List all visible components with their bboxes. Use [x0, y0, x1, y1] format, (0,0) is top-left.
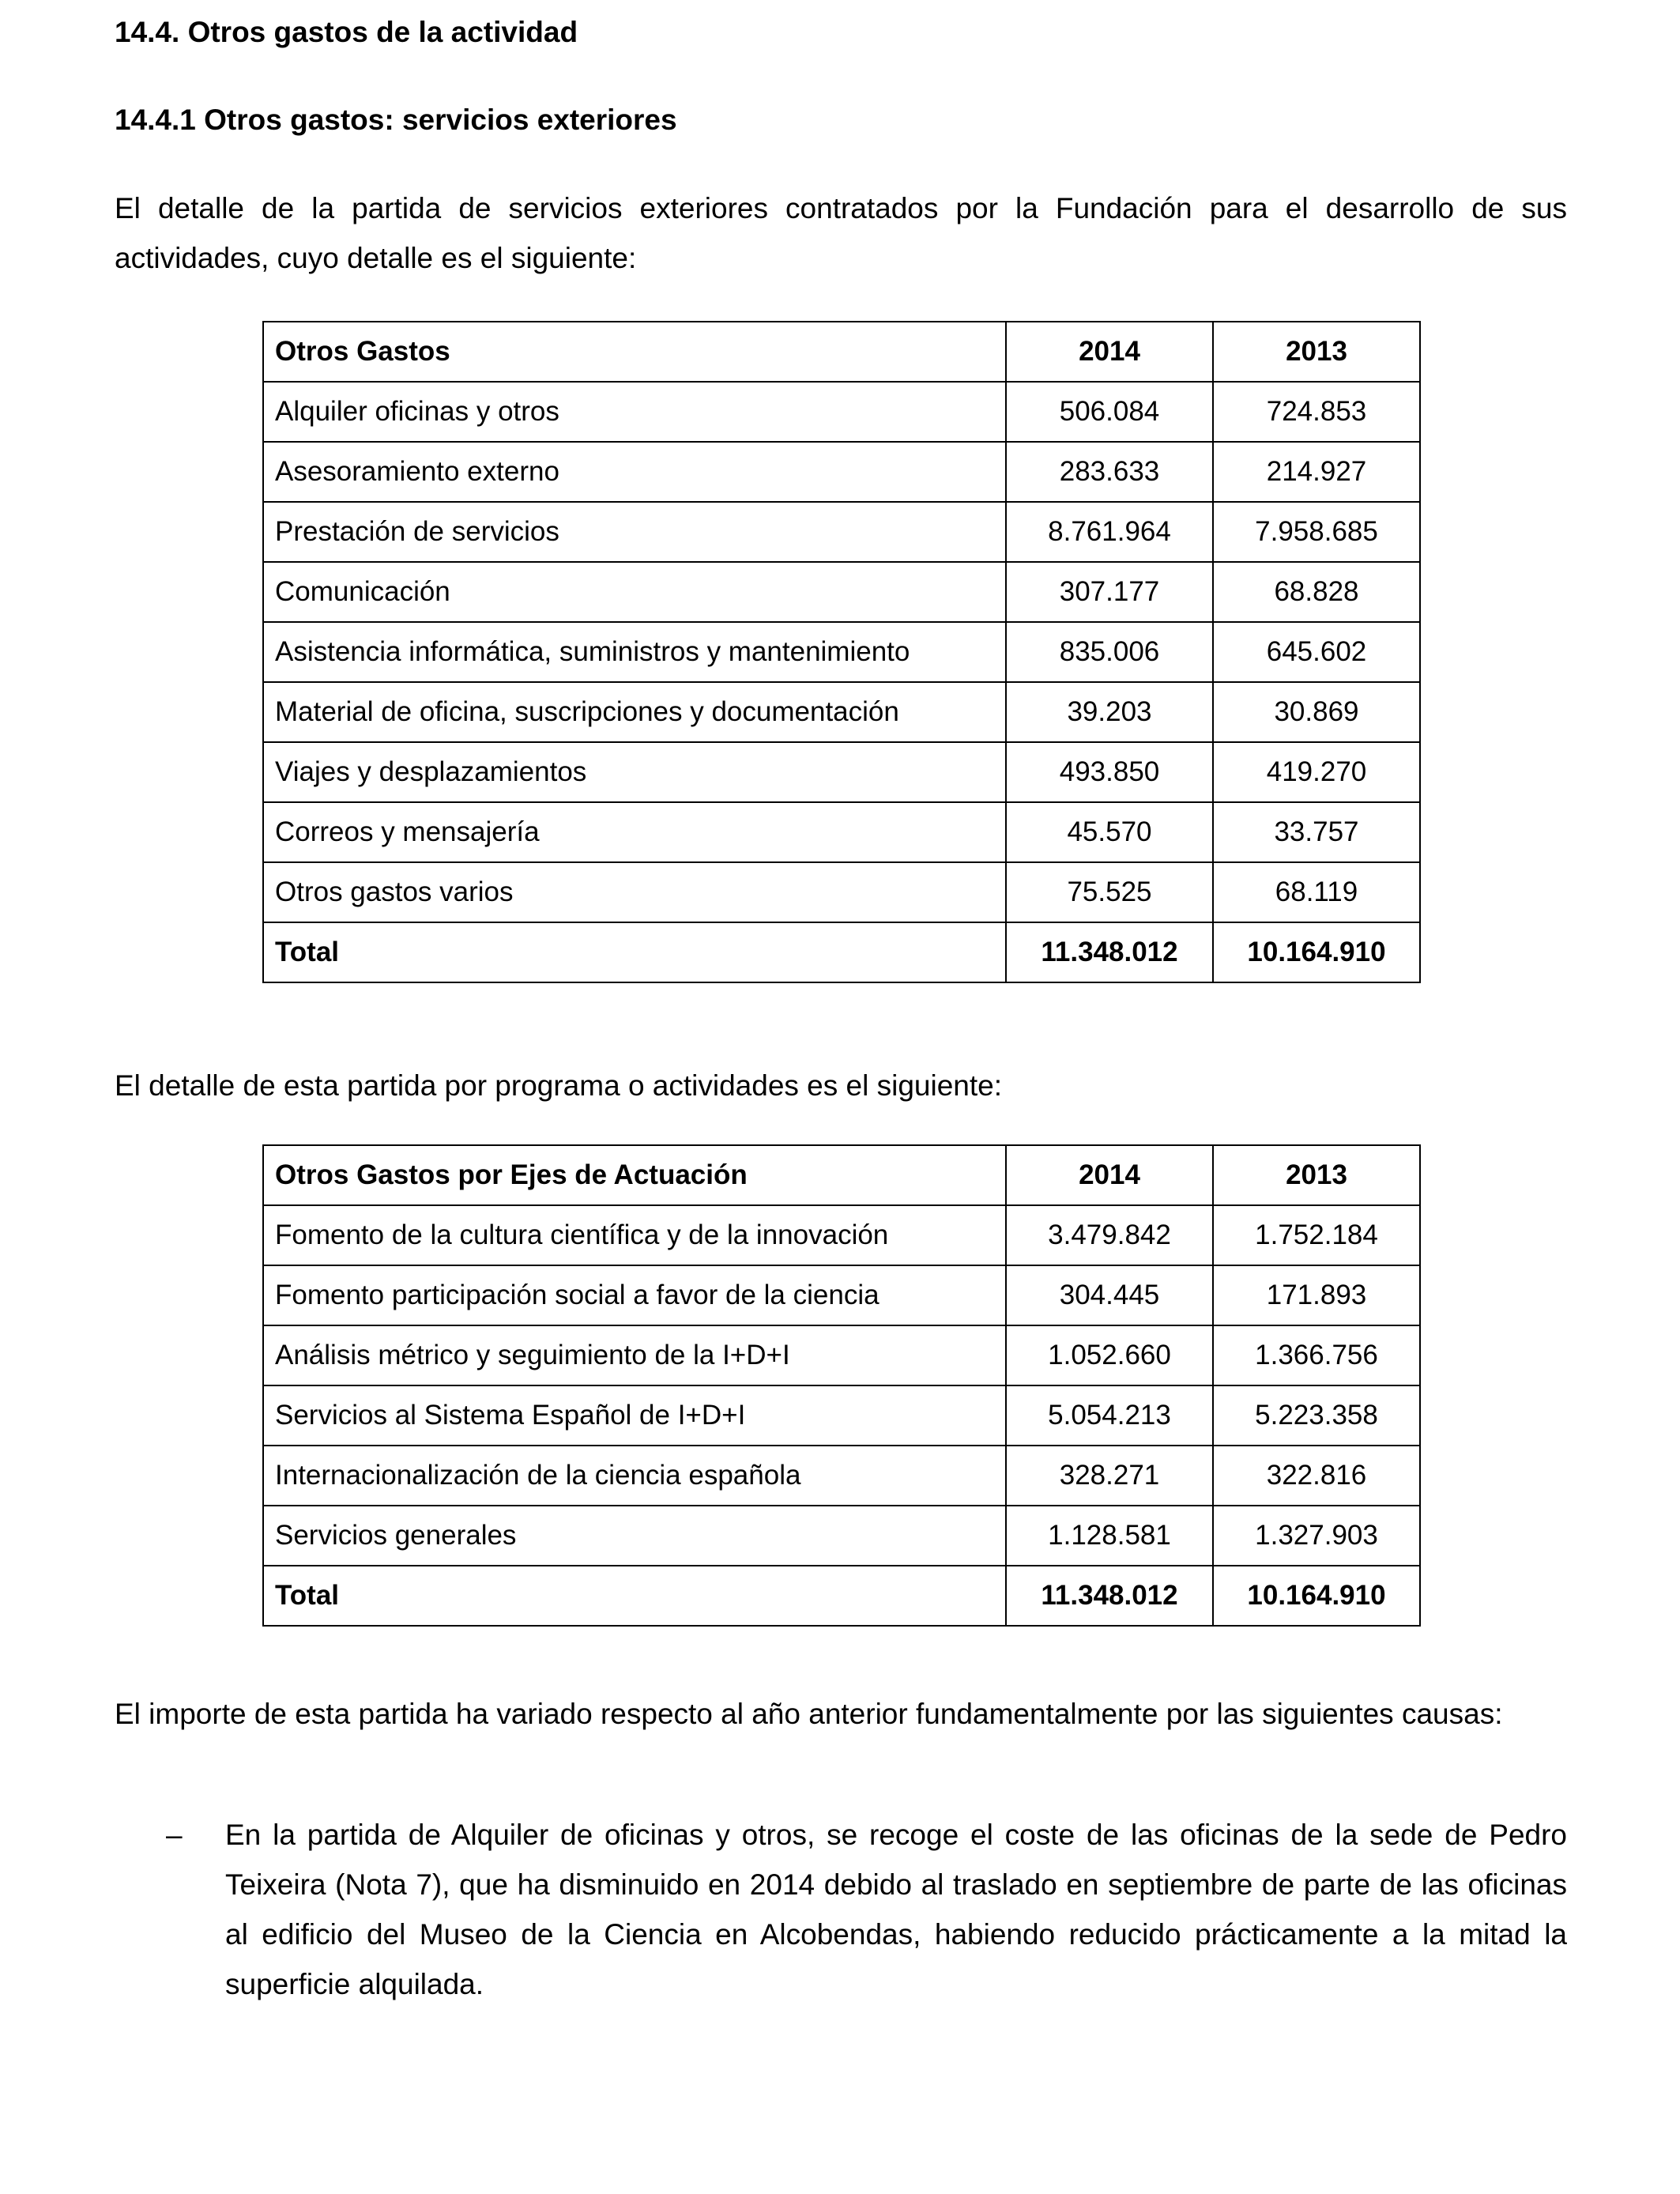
value-cell: 68.119	[1213, 862, 1420, 922]
row-label-cell: Análisis métrico y seguimiento de la I+D+I	[263, 1325, 1006, 1385]
value-cell: 10.164.910	[1213, 1566, 1420, 1626]
value-cell: 214.927	[1213, 442, 1420, 502]
value-cell: 75.525	[1006, 862, 1213, 922]
row-label-cell: Asesoramiento externo	[263, 442, 1006, 502]
section-title: 14.4. Otros gastos de la actividad	[115, 16, 578, 48]
row-label-cell: Servicios al Sistema Español de I+D+I	[263, 1385, 1006, 1446]
row-label-cell: Servicios generales	[263, 1506, 1006, 1566]
row-label-cell: Fomento de la cultura científica y de la innovación	[263, 1205, 1006, 1265]
row-label-cell: Fomento participación social a favor de la ciencia	[263, 1265, 1006, 1325]
value-cell: 7.958.685	[1213, 502, 1420, 562]
value-cell: 304.445	[1006, 1265, 1213, 1325]
value-cell: 1.052.660	[1006, 1325, 1213, 1385]
bullet-list	[115, 1810, 1567, 2009]
table-row	[263, 1385, 1420, 1446]
dash-bullet-icon: –	[166, 1819, 183, 1851]
table-header-row	[263, 322, 1420, 382]
value-cell: 171.893	[1213, 1265, 1420, 1325]
row-label-cell: Otros gastos varios	[263, 862, 1006, 922]
value-cell: 283.633	[1006, 442, 1213, 502]
value-cell: 2014	[1006, 1145, 1213, 1205]
row-label-cell: Correos y mensajería	[263, 802, 1006, 862]
expenses-table	[262, 321, 1421, 983]
row-label-cell: Viajes y desplazamientos	[263, 742, 1006, 802]
value-cell: 1.752.184	[1213, 1205, 1420, 1265]
value-cell: 68.828	[1213, 562, 1420, 622]
row-label-cell: Internacionalización de la ciencia española	[263, 1446, 1006, 1506]
bullet-item	[115, 1810, 1567, 2009]
table-row	[263, 1446, 1420, 1506]
table-row	[263, 1205, 1420, 1265]
value-cell: 835.006	[1006, 622, 1213, 682]
row-label-cell: Otros Gastos	[263, 322, 1006, 382]
value-cell: 2013	[1213, 322, 1420, 382]
value-cell: 1.327.903	[1213, 1506, 1420, 1566]
value-cell: 30.869	[1213, 682, 1420, 742]
table-header-row	[263, 1145, 1420, 1205]
table-row	[263, 562, 1420, 622]
value-cell: 506.084	[1006, 382, 1213, 442]
value-cell: 33.757	[1213, 802, 1420, 862]
table-row	[263, 1265, 1420, 1325]
value-cell: 493.850	[1006, 742, 1213, 802]
intro-paragraph: El detalle de la partida de servicios exteriores contratados por la Fundación para el desarrollo de sus actividades, cuyo detalle es el siguiente:	[115, 192, 1567, 274]
section-subtitle: 14.4.1 Otros gastos: servicios exteriores	[115, 104, 677, 136]
value-cell: 45.570	[1006, 802, 1213, 862]
value-cell: 39.203	[1006, 682, 1213, 742]
value-cell: 645.602	[1213, 622, 1420, 682]
table-row	[263, 1506, 1420, 1566]
value-cell: 2013	[1213, 1145, 1420, 1205]
table-row	[263, 1325, 1420, 1385]
value-cell: 5.054.213	[1006, 1385, 1213, 1446]
row-label-cell: Asistencia informática, suministros y mantenimiento	[263, 622, 1006, 682]
expenses-by-axis-table	[262, 1144, 1421, 1627]
row-label-cell: Prestación de servicios	[263, 502, 1006, 562]
value-cell: 11.348.012	[1006, 922, 1213, 982]
value-cell: 3.479.842	[1006, 1205, 1213, 1265]
row-label-cell: Total	[263, 922, 1006, 982]
table-row	[263, 382, 1420, 442]
middle-paragraph: El detalle de esta partida por programa o actividades es el siguiente:	[115, 1069, 1003, 1102]
table-row	[263, 442, 1420, 502]
value-cell: 1.366.756	[1213, 1325, 1420, 1385]
bullet-text: En la partida de Alquiler de oficinas y otros, se recoge el coste de las oficinas de la sede de Pedro Teixeira (Nota 7), que ha disminuido en 2014 debido al traslado en septiembre de parte de las oficinas al edificio del Museo de la Ciencia en Alcobendas, habiendo reducido prácticamente a la mitad la superficie alquilada.	[225, 1819, 1567, 2000]
value-cell: 724.853	[1213, 382, 1420, 442]
value-cell: 307.177	[1006, 562, 1213, 622]
table-row	[263, 682, 1420, 742]
table-row	[263, 802, 1420, 862]
value-cell: 1.128.581	[1006, 1506, 1213, 1566]
row-label-cell: Total	[263, 1566, 1006, 1626]
row-label-cell: Material de oficina, suscripciones y documentación	[263, 682, 1006, 742]
value-cell: 10.164.910	[1213, 922, 1420, 982]
value-cell: 2014	[1006, 322, 1213, 382]
conclusion-paragraph: El importe de esta partida ha variado respecto al año anterior fundamentalmente por las siguientes causas:	[115, 1698, 1503, 1730]
table-total-row	[263, 1566, 1420, 1626]
value-cell: 322.816	[1213, 1446, 1420, 1506]
value-cell: 5.223.358	[1213, 1385, 1420, 1446]
value-cell: 419.270	[1213, 742, 1420, 802]
table-row	[263, 742, 1420, 802]
row-label-cell: Alquiler oficinas y otros	[263, 382, 1006, 442]
value-cell: 8.761.964	[1006, 502, 1213, 562]
row-label-cell: Comunicación	[263, 562, 1006, 622]
table-total-row	[263, 922, 1420, 982]
value-cell: 11.348.012	[1006, 1566, 1213, 1626]
row-label-cell: Otros Gastos por Ejes de Actuación	[263, 1145, 1006, 1205]
value-cell: 328.271	[1006, 1446, 1213, 1506]
table-row	[263, 862, 1420, 922]
table-row	[263, 502, 1420, 562]
table-row	[263, 622, 1420, 682]
